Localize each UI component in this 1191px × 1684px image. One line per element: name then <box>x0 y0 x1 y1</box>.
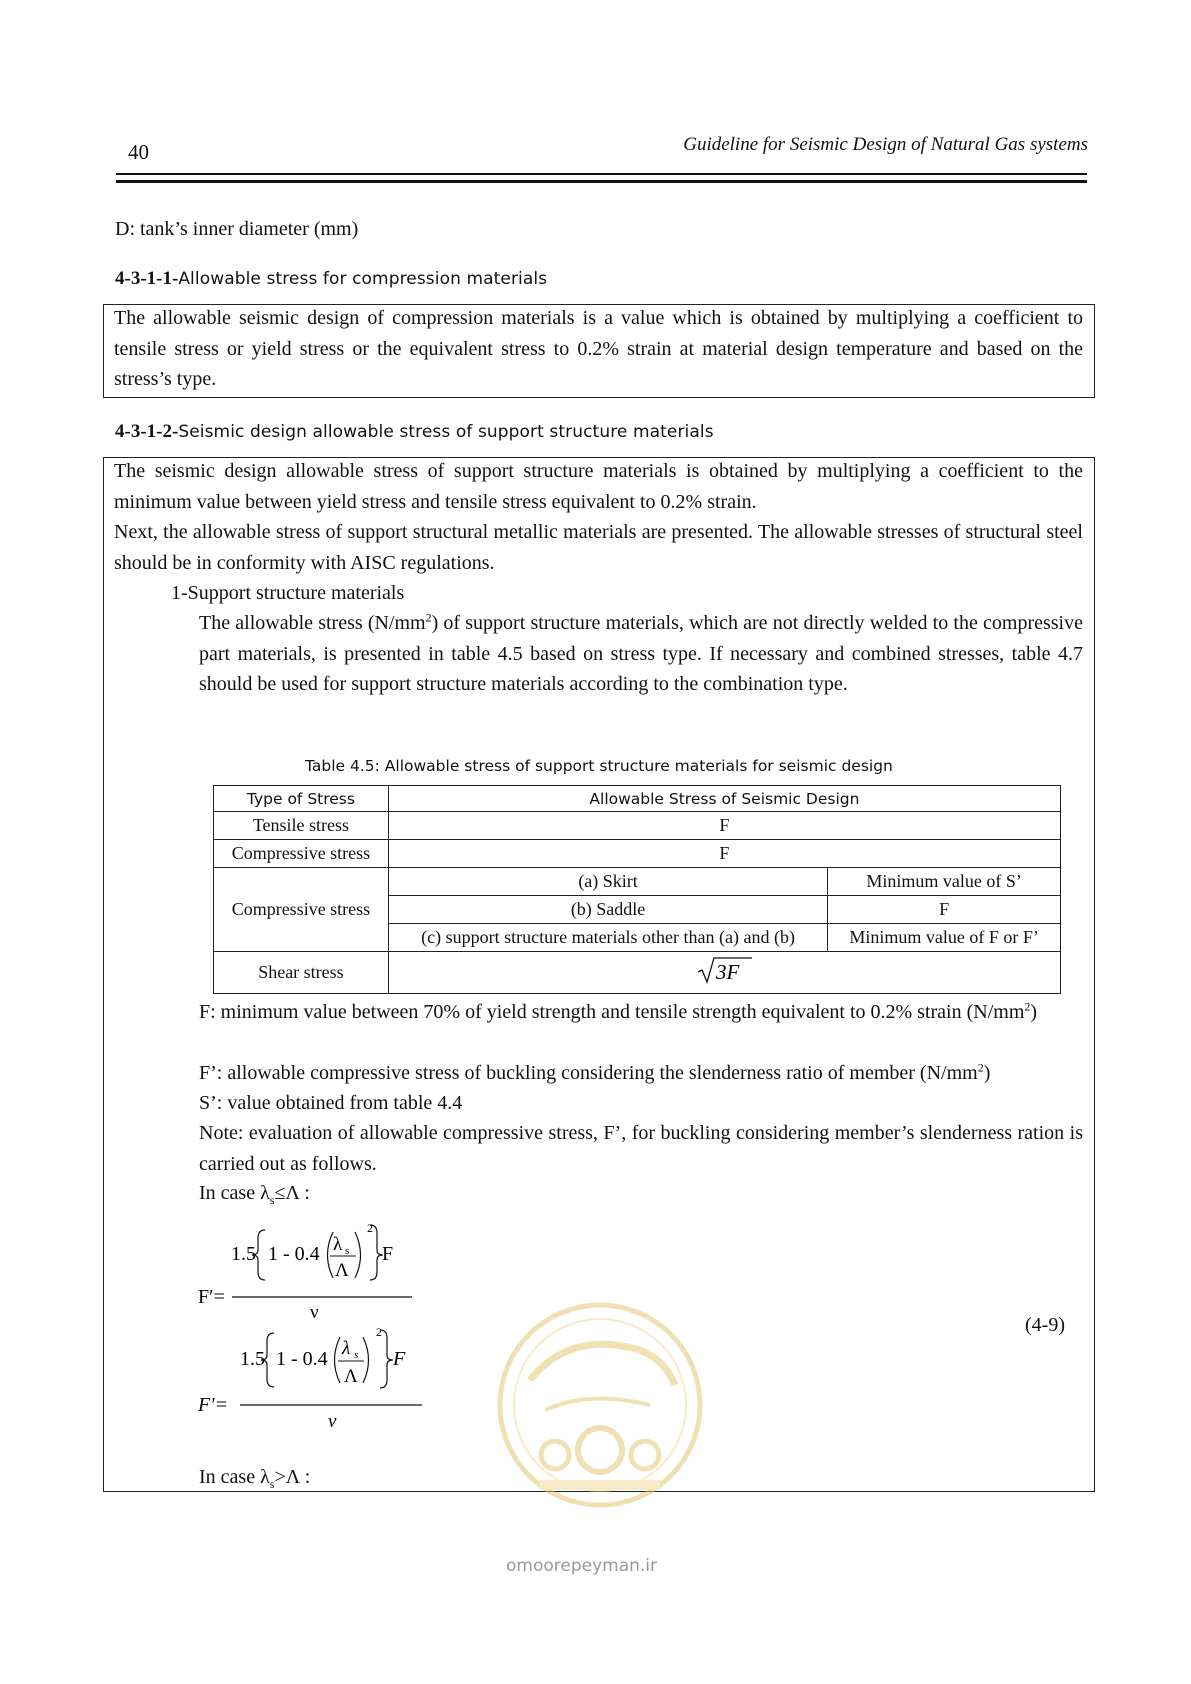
svg-text:1 - 0.4: 1 - 0.4 <box>268 1243 320 1265</box>
svg-text:ν: ν <box>328 1411 337 1430</box>
table-cell: F <box>828 896 1061 924</box>
intro-line: D: tank’s inner diameter (mm) <box>115 218 359 240</box>
header-rule <box>116 173 1087 183</box>
table-row <box>214 812 1061 840</box>
svg-text:F: F <box>393 1348 406 1370</box>
table-cell: (c) support structure materials other than (a) and (b) <box>388 924 827 952</box>
table-cell: (a) Skirt <box>388 868 827 896</box>
section-body: The allowable seismic design of compression materials is a value which is obtained by multiplying a coefficient to tensile stress or yield stress or the equivalent stress to 0.2% strain at material design temperature and based on the stress’s type. <box>114 307 1083 390</box>
section-title: Allowable stress for compression materials <box>178 269 548 289</box>
svg-text:1.5: 1.5 <box>240 1348 265 1370</box>
note-paragraph: Note: evaluation of allowable compressive stress, F’, for buckling considering member’s slenderness ration is carried out as follows. <box>199 1122 1083 1175</box>
section-number: 4-3-1-1- <box>115 268 179 289</box>
svg-text:F: F <box>382 1243 394 1265</box>
table-caption: Table 4.5: Allowable stress of support structure materials for seismic design <box>305 757 893 775</box>
table-row <box>214 840 1061 868</box>
section-heading-4-3-1-2 <box>115 421 714 443</box>
table-row <box>214 868 1061 896</box>
svg-text:F′=: F′= <box>198 1394 229 1416</box>
allowable-stress-table <box>213 785 1061 994</box>
svg-text:Λ: Λ <box>335 1260 349 1281</box>
watermark-url: omoorepeyman.ir <box>506 1556 658 1576</box>
case-1-line: In case $\lambda_s\le\Lambda$ : <box>199 1182 310 1207</box>
section-number: 4-3-1-2- <box>115 421 179 442</box>
svg-text:λ: λ <box>342 1338 351 1359</box>
case-2-line: In case $\lambda_s>\Lambda$ : <box>199 1466 311 1491</box>
svg-text:1 - 0.4: 1 - 0.4 <box>276 1348 328 1370</box>
table-header-cell: Type of Stress <box>214 786 389 812</box>
table-cell: Compressive stress <box>214 868 389 952</box>
equation-number: (4-9) <box>1025 1314 1065 1336</box>
support-paragraph-2: Next, the allowable stress of support structural metallic materials are presented. The allowable stresses of structural steel should be in conformity with AISC regulations. <box>114 521 1083 574</box>
page-number: 40 <box>128 140 149 164</box>
sqrt-radicand: 3F <box>716 960 740 984</box>
section-heading-4-3-1-1 <box>115 268 547 290</box>
table-header-cell: Allowable Stress of Seismic Design <box>388 786 1060 812</box>
definition-f-prime: F’: allowable compressive stress of buckling considering the slenderness ratio of member $(N/mm^2)$ <box>199 1060 991 1084</box>
table-cell-sqrt3F <box>388 952 1060 994</box>
table-cell: F <box>388 840 1060 868</box>
table-cell: Shear stress <box>214 952 389 994</box>
section-box-compression <box>103 304 1095 398</box>
support-subheading: 1-Support structure materials <box>171 582 405 604</box>
svg-text:F′=: F′= <box>198 1286 225 1308</box>
formula-f-prime-italic <box>190 1320 430 1430</box>
definition-s-prime: S’: value obtained from table 4.4 <box>199 1092 463 1114</box>
running-header-title: Guideline for Seismic Design of Natural Gas systems <box>683 134 1088 155</box>
svg-text:1.5: 1.5 <box>231 1243 256 1265</box>
svg-text:λ: λ <box>333 1234 343 1255</box>
sqrt-3F-expression <box>694 955 754 985</box>
support-paragraph-3: The allowable stress $(N/mm^2)$ of support structure materials, which are not directly welded to the compressive part materials, is presented in table 4.5 based on stress type. If necessary and combined stresses, table 4.7 should be used for support structure materials according to the combination type. <box>199 610 1083 695</box>
table-row <box>214 952 1061 994</box>
svg-text:s: s <box>345 1245 350 1257</box>
section-title: Seismic design allowable stress of support structure materials <box>178 422 714 442</box>
definition-f: F: minimum value between 70% of yield strength and tensile strength equivalent to 0.2% strain $(N/mm^2)$ <box>199 999 1038 1023</box>
svg-text:ν: ν <box>310 1302 319 1320</box>
svg-text:s: s <box>354 1349 359 1361</box>
table-header-row <box>214 786 1061 812</box>
watermark-seal <box>490 1290 710 1550</box>
table-cell: (b) Saddle <box>388 896 827 924</box>
support-paragraph-1: The seismic design allowable stress of support structure materials is obtained by multiplying a coefficient to the minimum value between yield stress and tensile stress equivalent to 0.2% strain. <box>114 460 1083 513</box>
table-cell: Minimum value of S’ <box>828 868 1061 896</box>
formula-f-prime-upright <box>190 1210 430 1320</box>
table-cell: Tensile stress <box>214 812 389 840</box>
svg-text:2: 2 <box>367 1221 373 1235</box>
table-cell: Compressive stress <box>214 840 389 868</box>
svg-text:Λ: Λ <box>344 1366 358 1387</box>
table-cell: F <box>388 812 1060 840</box>
svg-text:2: 2 <box>376 1325 382 1339</box>
table-cell: Minimum value of F or F’ <box>828 924 1061 952</box>
